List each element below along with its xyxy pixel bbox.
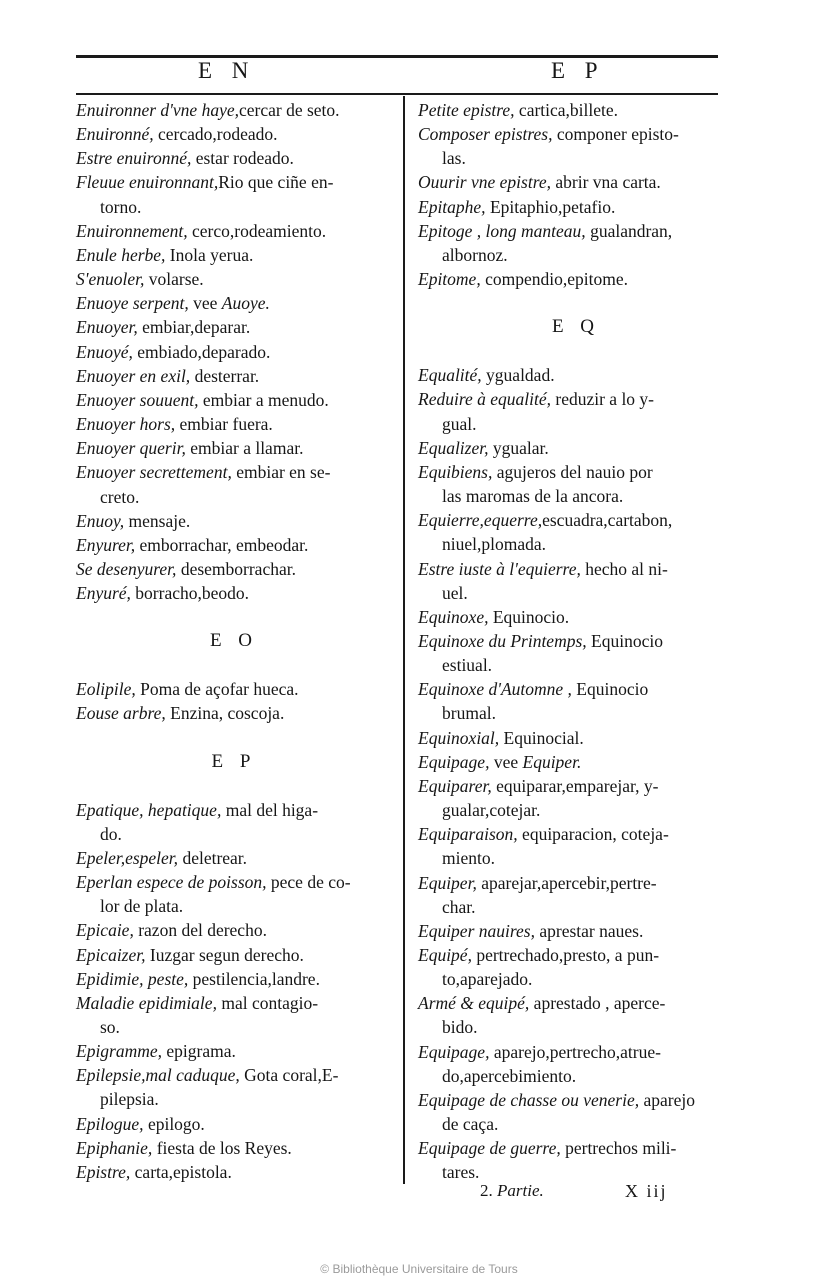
dictionary-entry bbox=[76, 967, 392, 991]
dictionary-entry bbox=[76, 1160, 392, 1184]
dictionary-entry bbox=[76, 581, 392, 605]
dictionary-entry bbox=[418, 460, 734, 484]
translation: aparejar,apercebir,pertre- bbox=[476, 872, 657, 893]
dictionary-entry bbox=[418, 1088, 734, 1112]
translation: desemborrachar. bbox=[176, 558, 296, 579]
headword: Equipage de chasse ou venerie, bbox=[418, 1089, 640, 1110]
headword: Equalizer, bbox=[418, 437, 489, 458]
headword: Enuoyer souuent, bbox=[76, 389, 199, 410]
dictionary-entry bbox=[76, 991, 392, 1015]
headword: Enuoye serpent, bbox=[76, 293, 189, 314]
translation: Equinocio. bbox=[488, 606, 570, 627]
translation: Equinocio bbox=[571, 679, 649, 700]
dictionary-entry bbox=[76, 122, 392, 146]
translation: Equinocio bbox=[586, 630, 663, 651]
translation: Enzina, coscoja. bbox=[165, 703, 285, 724]
translation: Equinocial. bbox=[499, 727, 584, 748]
dictionary-entry bbox=[418, 726, 734, 750]
signature-number: 2. bbox=[480, 1181, 493, 1200]
translation: escuadra,cartabon, bbox=[542, 510, 673, 531]
translation: Inola yerua. bbox=[165, 244, 254, 265]
headword: Epigramme, bbox=[76, 1041, 163, 1062]
entry-continuation: albornoz. bbox=[442, 244, 508, 265]
section-heading: E O bbox=[209, 630, 259, 652]
translation: embiar a llamar. bbox=[185, 438, 304, 459]
running-head-left: E N bbox=[198, 58, 256, 83]
dictionary-entry bbox=[418, 750, 734, 774]
entry-continuation: torno. bbox=[100, 196, 142, 217]
headword: Equierre,equerre, bbox=[418, 510, 543, 531]
translation: embiar,deparar. bbox=[137, 317, 251, 338]
translation: hecho al ni- bbox=[580, 558, 668, 579]
headword: Ouurir vne epistre, bbox=[418, 172, 552, 193]
entry-continuation: brumal. bbox=[442, 703, 496, 724]
dictionary-entry bbox=[76, 460, 392, 484]
dictionary-entry bbox=[76, 943, 392, 967]
dictionary-entry bbox=[76, 1039, 392, 1063]
headword: Equipé, bbox=[418, 945, 472, 965]
dictionary-entry bbox=[76, 219, 392, 243]
headword: Equiparer, bbox=[418, 775, 492, 796]
entry-continuation: do. bbox=[100, 823, 122, 844]
translation: aprestar naues. bbox=[534, 920, 644, 941]
section-heading: E Q bbox=[551, 316, 601, 338]
headword: Equinoxe du Printemps, bbox=[418, 630, 587, 651]
cross-reference: Equiper. bbox=[522, 751, 582, 772]
dictionary-entry bbox=[76, 533, 392, 557]
headword: Estre iuste à l'equierre, bbox=[418, 558, 581, 579]
dictionary-entry bbox=[76, 146, 392, 170]
dictionary-entry bbox=[418, 557, 734, 581]
translation: Epitaphio,petafio. bbox=[485, 196, 616, 217]
dictionary-entry bbox=[76, 557, 392, 581]
headword: Equiper nauires, bbox=[418, 920, 535, 941]
entry-continuation: las. bbox=[442, 148, 466, 169]
dictionary-entry bbox=[76, 701, 392, 725]
headword: Armé & equipé, bbox=[418, 993, 530, 1014]
dictionary-entry bbox=[76, 243, 392, 267]
translation: deletrear. bbox=[178, 847, 248, 868]
dictionary-entry bbox=[418, 629, 734, 653]
dictionary-entry bbox=[418, 871, 734, 895]
dictionary-entry bbox=[418, 98, 734, 122]
dictionary-entry bbox=[418, 267, 734, 291]
entry-continuation: to,aparejado. bbox=[442, 969, 533, 990]
headword: Epicaie, bbox=[76, 920, 134, 941]
translation: desterrar. bbox=[190, 365, 260, 386]
translation: volarse. bbox=[144, 269, 204, 290]
dictionary-entry bbox=[76, 1063, 392, 1087]
translation: ygualdad. bbox=[481, 365, 555, 386]
headword: Epicaizer, bbox=[76, 944, 146, 965]
dictionary-entry bbox=[418, 363, 734, 387]
dictionary-entry bbox=[76, 291, 392, 315]
dictionary-entry bbox=[418, 170, 734, 194]
translation: aprestado , aperce- bbox=[529, 993, 666, 1014]
dictionary-entry bbox=[418, 387, 734, 411]
headword: Epitaphe, bbox=[418, 196, 486, 217]
dictionary-entry bbox=[76, 846, 392, 870]
translation: vee bbox=[489, 751, 523, 772]
translation: carta,epistola. bbox=[130, 1161, 232, 1182]
column-divider bbox=[403, 96, 405, 1184]
translation: embiar a menudo. bbox=[198, 389, 329, 410]
translation: mal contagio- bbox=[216, 992, 319, 1013]
translation: gualandran, bbox=[585, 220, 673, 241]
headword: Petite epistre, bbox=[418, 100, 515, 120]
entry-continuation: las maromas de la ancora. bbox=[442, 486, 624, 507]
dictionary-entry bbox=[76, 340, 392, 364]
dictionary-entry bbox=[76, 267, 392, 291]
headword: Epitome, bbox=[418, 269, 481, 290]
entry-continuation: bido. bbox=[442, 1017, 478, 1038]
translation: epilogo. bbox=[143, 1113, 205, 1134]
dictionary-entry bbox=[418, 822, 734, 846]
translation: embiar fuera. bbox=[175, 414, 273, 435]
headword: Fleuue enuironnant, bbox=[76, 172, 219, 193]
translation: cercar de seto. bbox=[238, 100, 340, 120]
headword: Enule herbe, bbox=[76, 244, 166, 265]
translation: equiparar,emparejar, y- bbox=[491, 775, 659, 796]
cross-reference: Auoye. bbox=[221, 293, 270, 314]
headword: Epitoge , long manteau, bbox=[418, 220, 586, 241]
headword: S'enuoler, bbox=[76, 269, 145, 290]
dictionary-entry bbox=[418, 1040, 734, 1064]
headword: Enuoyer, bbox=[76, 317, 138, 338]
headword: Enuoyer en exil, bbox=[76, 365, 191, 386]
dictionary-entry bbox=[76, 364, 392, 388]
headword: Equipage, bbox=[418, 1041, 490, 1062]
translation: cartica,billete. bbox=[514, 100, 619, 120]
headword: Equalité, bbox=[418, 365, 482, 386]
entry-continuation: gualar,cotejar. bbox=[442, 800, 541, 821]
section-heading: E P bbox=[211, 750, 257, 772]
translation: Gota coral,E- bbox=[239, 1065, 339, 1086]
dictionary-entry bbox=[418, 1136, 734, 1160]
top-rule bbox=[76, 55, 718, 58]
dictionary-entry bbox=[76, 412, 392, 436]
headword: Enuoyé, bbox=[76, 341, 133, 362]
left-column bbox=[76, 98, 392, 1184]
translation: equiparacion, coteja- bbox=[517, 824, 669, 845]
headword: Maladie epidimiale, bbox=[76, 992, 217, 1013]
dictionary-entry bbox=[76, 918, 392, 942]
dictionary-entry bbox=[418, 919, 734, 943]
entry-continuation: gual. bbox=[442, 413, 477, 434]
translation: pertrechado,presto, a pun- bbox=[471, 945, 660, 965]
dictionary-entry bbox=[418, 219, 734, 243]
translation: agujeros del nauio por bbox=[492, 461, 653, 482]
translation: mal del higa- bbox=[221, 799, 319, 820]
headword: Equinoxial, bbox=[418, 727, 500, 748]
translation: pertrechos mili- bbox=[560, 1138, 677, 1159]
entry-continuation: niuel,plomada. bbox=[442, 534, 547, 555]
dictionary-entry bbox=[76, 677, 392, 701]
dictionary-entry bbox=[76, 798, 392, 822]
translation: cerco,rodeamiento. bbox=[187, 220, 327, 241]
entry-continuation: pilepsia. bbox=[100, 1089, 159, 1110]
headword: Composer epistres, bbox=[418, 124, 553, 145]
entry-continuation: de caça. bbox=[442, 1114, 499, 1135]
translation: fiesta de los Reyes. bbox=[152, 1137, 292, 1158]
headword: Reduire à equalité, bbox=[418, 389, 551, 410]
headword: Equipage de guerre, bbox=[418, 1138, 561, 1159]
headword: Eperlan espece de poisson, bbox=[76, 872, 267, 893]
entry-continuation: uel. bbox=[442, 582, 468, 603]
headword: Enyurer, bbox=[76, 534, 136, 555]
entry-continuation: do,apercebimiento. bbox=[442, 1065, 577, 1086]
dictionary-entry bbox=[418, 677, 734, 701]
headword: Eolipile, bbox=[76, 679, 136, 700]
dictionary-entry bbox=[76, 170, 392, 194]
translation: reduzir a lo y- bbox=[551, 389, 655, 410]
headword: Enuironnement, bbox=[76, 220, 188, 241]
signature-mark bbox=[480, 1181, 544, 1201]
translation: Iuzgar segun derecho. bbox=[145, 944, 304, 965]
headword: Epiphanie, bbox=[76, 1137, 153, 1158]
running-head-right: E P bbox=[551, 58, 605, 83]
dictionary-entry bbox=[76, 388, 392, 412]
translation: estar rodeado. bbox=[191, 148, 294, 169]
translation: pece de co- bbox=[266, 872, 351, 893]
translation: vee bbox=[188, 293, 222, 314]
headword: Equibiens, bbox=[418, 461, 493, 482]
dictionary-entry bbox=[76, 315, 392, 339]
headword: Epilogue, bbox=[76, 1113, 144, 1134]
dictionary-entry bbox=[76, 436, 392, 460]
dictionary-entry bbox=[76, 1136, 392, 1160]
headword: Se desenyurer, bbox=[76, 558, 177, 579]
entry-continuation: so. bbox=[100, 1017, 120, 1037]
translation: borracho,beodo. bbox=[130, 583, 250, 604]
entry-continuation: char. bbox=[442, 896, 476, 917]
headword: Equinoxe, bbox=[418, 606, 489, 627]
entry-continuation: lor de plata. bbox=[100, 896, 184, 917]
dictionary-entry bbox=[418, 508, 734, 532]
headword: Epidimie, peste, bbox=[76, 968, 189, 989]
headword: Enyuré, bbox=[76, 583, 131, 604]
translation: Rio que ciñe en- bbox=[218, 172, 334, 193]
entry-continuation: estiual. bbox=[442, 655, 493, 676]
header-rule bbox=[76, 93, 718, 95]
dictionary-entry bbox=[76, 98, 392, 122]
headword: Equiparaison, bbox=[418, 824, 518, 845]
headword: Enuoy, bbox=[76, 510, 125, 531]
dictionary-entry bbox=[418, 774, 734, 798]
headword: Equipage, bbox=[418, 751, 490, 772]
signature-word: Partie. bbox=[497, 1181, 544, 1200]
translation: compendio,epitome. bbox=[480, 269, 628, 290]
entry-continuation: creto. bbox=[100, 486, 140, 507]
dictionary-entry bbox=[76, 509, 392, 533]
translation: emborrachar, embeodar. bbox=[135, 534, 309, 555]
dictionary-entry bbox=[418, 943, 734, 967]
headword: Epistre, bbox=[76, 1161, 131, 1182]
entry-continuation: miento. bbox=[442, 848, 495, 869]
headword: Epeler,espeler, bbox=[76, 847, 179, 868]
headword: Enuoyer querir, bbox=[76, 438, 186, 459]
dictionary-entry bbox=[418, 195, 734, 219]
translation: aparejo bbox=[639, 1089, 695, 1110]
translation: razon del derecho. bbox=[133, 920, 267, 941]
headword: Enuoyer secrettement, bbox=[76, 462, 232, 483]
translation: embiar en se- bbox=[231, 462, 331, 483]
translation: pestilencia,landre. bbox=[188, 968, 320, 989]
translation: cercado,rodeado. bbox=[153, 124, 278, 145]
translation: abrir vna carta. bbox=[551, 172, 661, 193]
headword: Estre enuironné, bbox=[76, 148, 192, 169]
translation: Poma de açofar hueca. bbox=[135, 679, 299, 700]
dictionary-entry bbox=[418, 122, 734, 146]
headword: Equinoxe d'Automne , bbox=[418, 679, 572, 700]
translation: embiado,deparado. bbox=[132, 341, 271, 362]
dictionary-entry bbox=[418, 605, 734, 629]
headword: Eouse arbre, bbox=[76, 703, 166, 724]
translation: aparejo,pertrecho,atrue- bbox=[489, 1041, 661, 1062]
folio-mark: X iij bbox=[625, 1181, 668, 1201]
dictionary-entry bbox=[76, 870, 392, 894]
dictionary-entry bbox=[418, 991, 734, 1015]
headword: Epatique, hepatique, bbox=[76, 799, 222, 820]
translation: componer episto- bbox=[552, 124, 679, 145]
dictionary-entry bbox=[76, 1112, 392, 1136]
translation: ygualar. bbox=[488, 437, 549, 458]
headword: Enuironner d'vne haye, bbox=[76, 100, 239, 120]
translation: mensaje. bbox=[124, 510, 191, 531]
headword: Equiper, bbox=[418, 872, 477, 893]
right-column bbox=[418, 98, 734, 1185]
dictionary-entry bbox=[418, 436, 734, 460]
library-credit: © Bibliothèque Universitaire de Tours bbox=[320, 1262, 518, 1276]
headword: Epilepsie,mal caduque, bbox=[76, 1065, 240, 1086]
headword: Enuoyer hors, bbox=[76, 414, 176, 435]
headword: Enuironné, bbox=[76, 124, 154, 145]
entry-continuation: tares. bbox=[442, 1162, 480, 1183]
translation: epigrama. bbox=[162, 1041, 236, 1062]
